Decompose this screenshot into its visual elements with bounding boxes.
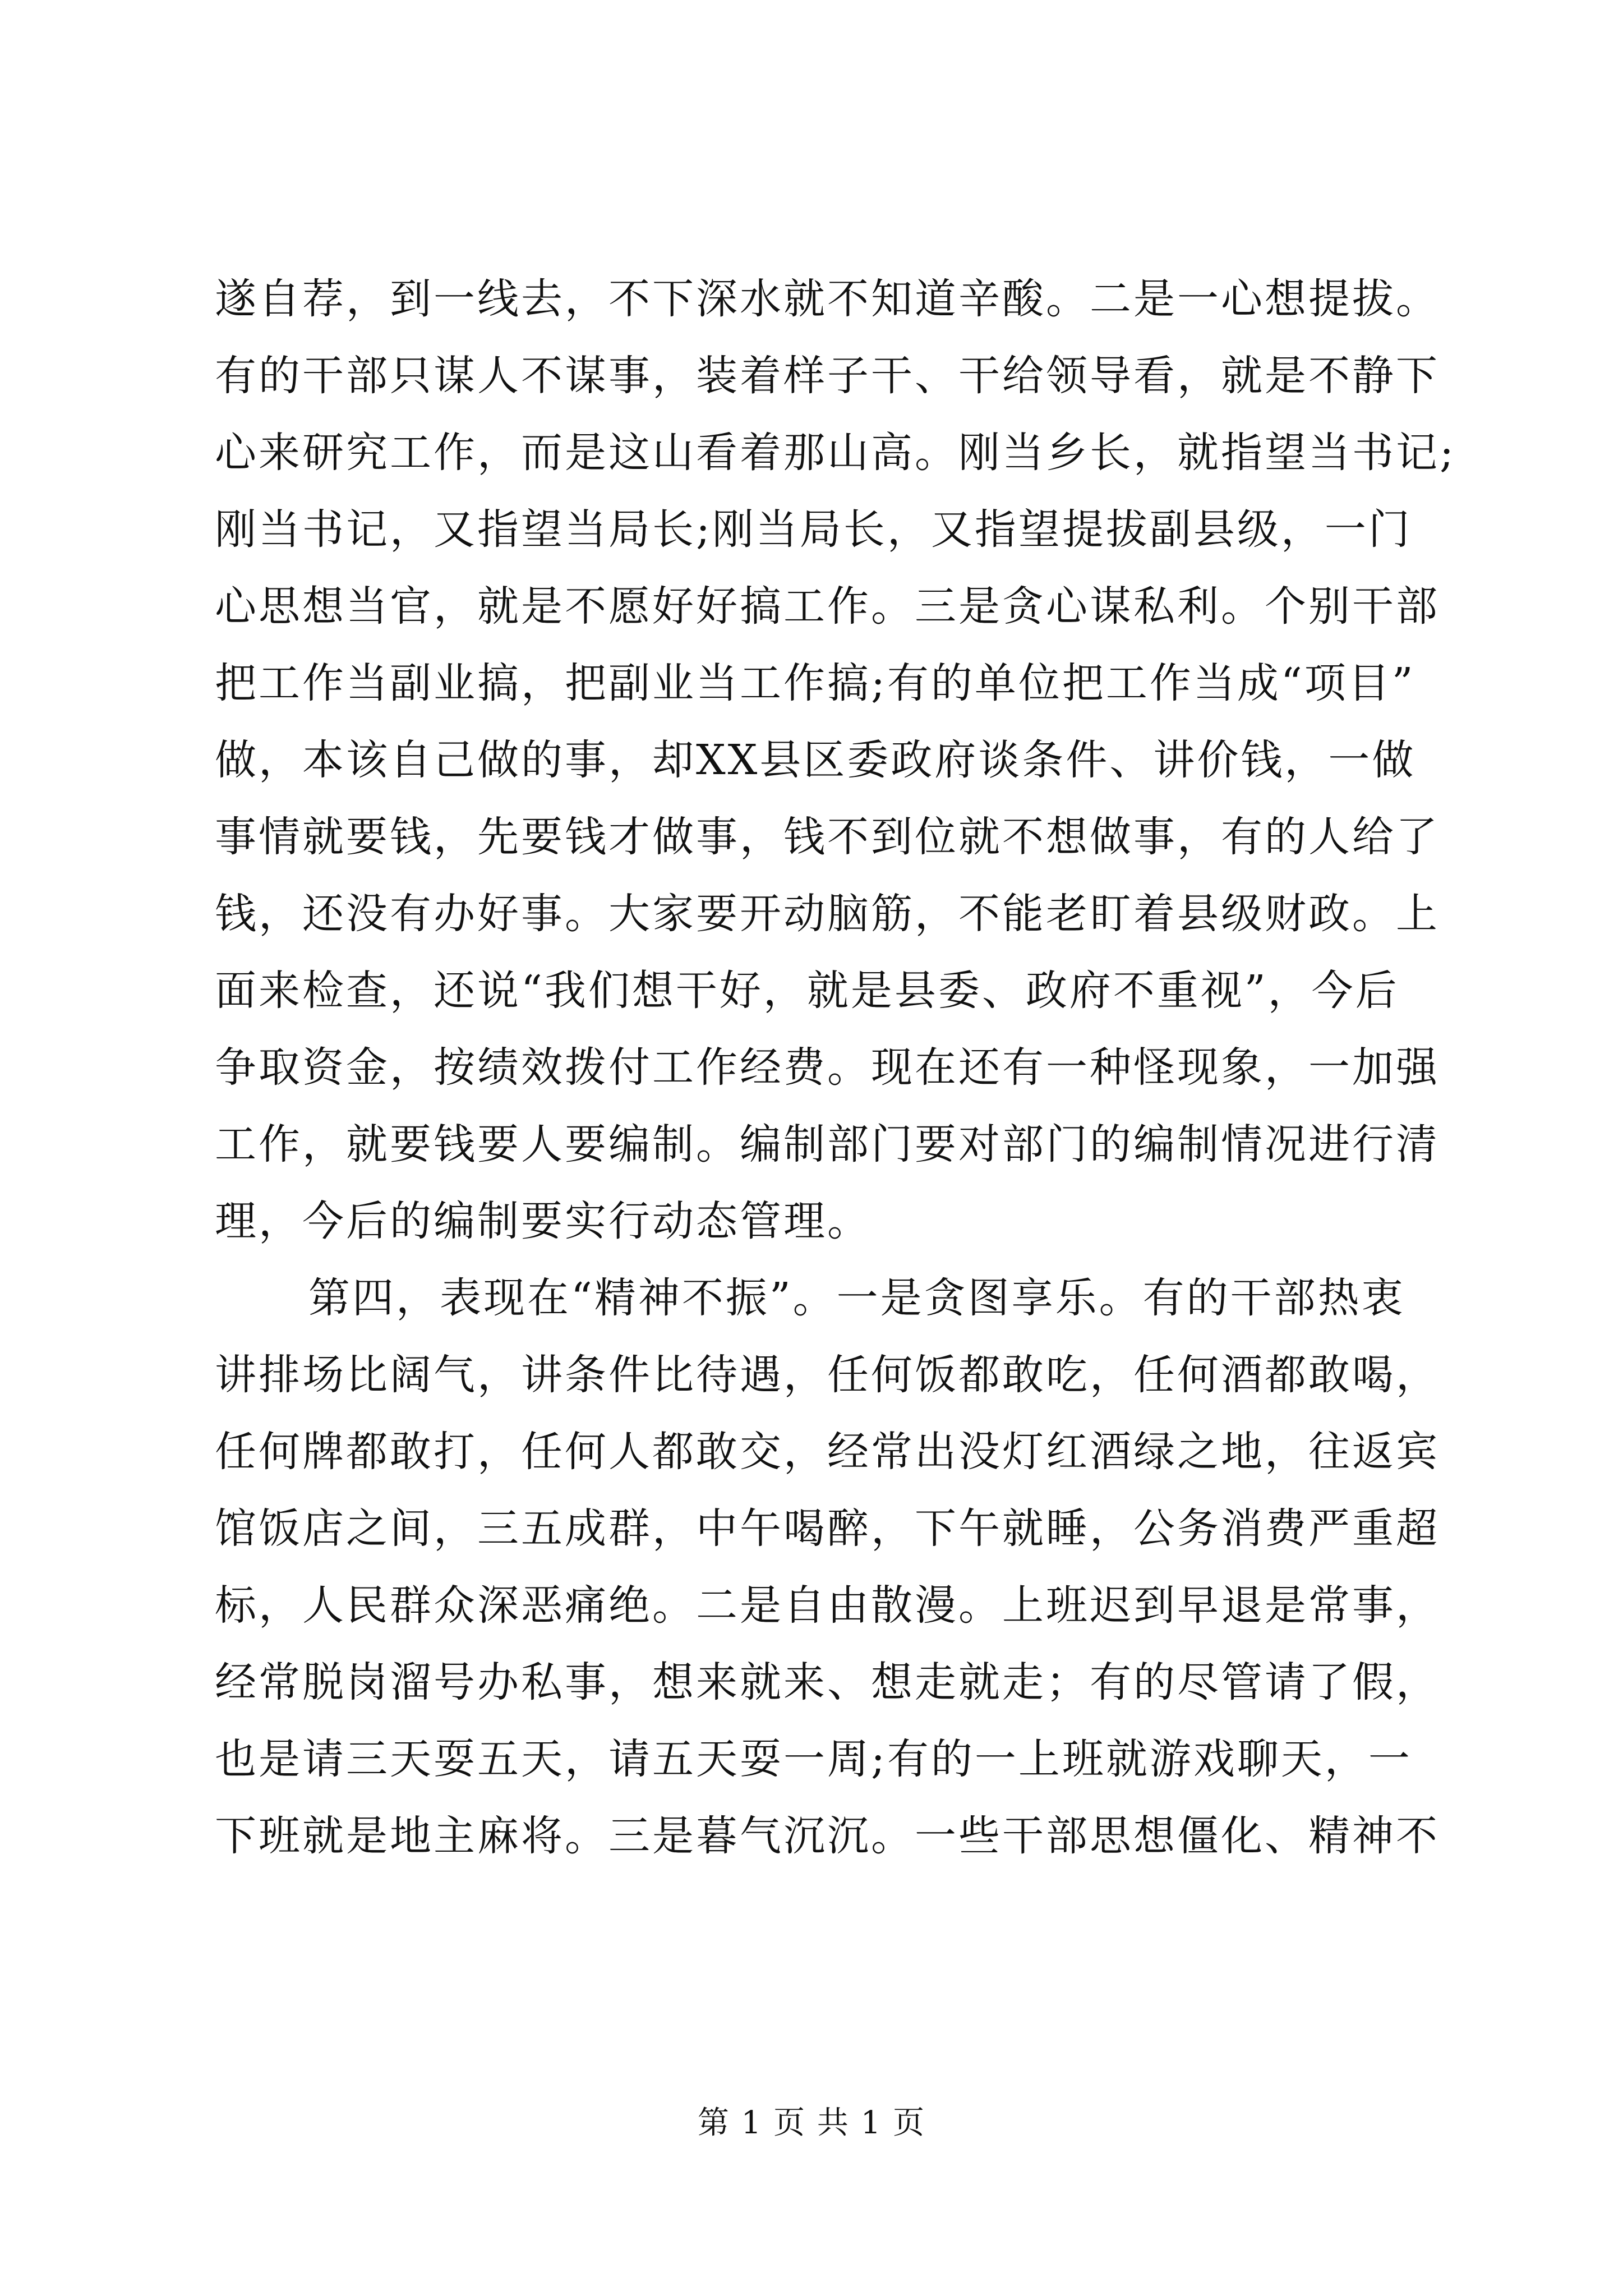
text-line: 标，人民群众深恶痛绝。二是自由散漫。上班迟到早退是常事， xyxy=(215,1581,1440,1630)
text-line: 心思想当官，就是不愿好好搞工作。三是贪心谋私利。个别干部 xyxy=(215,582,1440,631)
text-line: 工作，就要钱要人要编制。编制部门要对部门的编制情况进行清 xyxy=(215,1120,1440,1168)
text-line: 面来检查，还说“我们想干好，就是县委、政府不重视”，今后 xyxy=(215,967,1399,1015)
text-line: 做，本该自己做的事，却XX县区委政府谈条件、讲价钱，一做 xyxy=(215,736,1416,784)
text-line: 下班就是地主麻将。三是暮气沉沉。一些干部思想僵化、精神不 xyxy=(215,1812,1440,1860)
text-line: 经常脱岗溜号办私事，想来就来、想走就走；有的尽管请了假， xyxy=(215,1658,1440,1706)
page-footer: 第 1 页 共 1 页 xyxy=(697,2105,926,2141)
text-line: 也是请三天耍五天，请五天耍一周;有的一上班就游戏聊天，一 xyxy=(215,1735,1412,1783)
text-line: 心来研究工作，而是这山看着那山高。刚当乡长，就指望当书记; xyxy=(215,429,1456,477)
text-line: 争取资金，按绩效拨付工作经费。现在还有一种怪现象，一加强 xyxy=(215,1043,1440,1092)
text-line: 刚当书记，又指望当局长;刚当局长，又指望提拔副县级，一门 xyxy=(215,505,1412,554)
text-line: 理，今后的编制要实行动态管理。 xyxy=(215,1197,871,1245)
text-line: 事情就要钱，先要钱才做事，钱不到位就不想做事，有的人给了 xyxy=(215,813,1440,861)
text-line: 讲排场比阔气，讲条件比待遇，任何饭都敢吃，任何酒都敢喝， xyxy=(215,1351,1440,1399)
text-line: 遂自荐，到一线去，不下深水就不知道辛酸。二是一心想提拔。 xyxy=(215,275,1440,323)
paragraph-start-line: 第四，表现在“精神不振”。一是贪图享乐。有的干部热衷 xyxy=(308,1274,1405,1322)
text-line: 把工作当副业搞，把副业当工作搞;有的单位把工作当成“项目” xyxy=(215,659,1415,707)
text-line: 有的干部只谋人不谋事，装着样子干、干给领导看，就是不静下 xyxy=(215,352,1440,400)
text-line: 馆饭店之间，三五成群，中午喝醉，下午就睡，公务消费严重超 xyxy=(215,1504,1440,1553)
text-line: 钱，还没有办好事。大家要开动脑筋，不能老盯着县级财政。上 xyxy=(215,890,1440,938)
text-line: 任何牌都敢打，任何人都敢交，经常出没灯红酒绿之地，往返宾 xyxy=(215,1428,1440,1476)
